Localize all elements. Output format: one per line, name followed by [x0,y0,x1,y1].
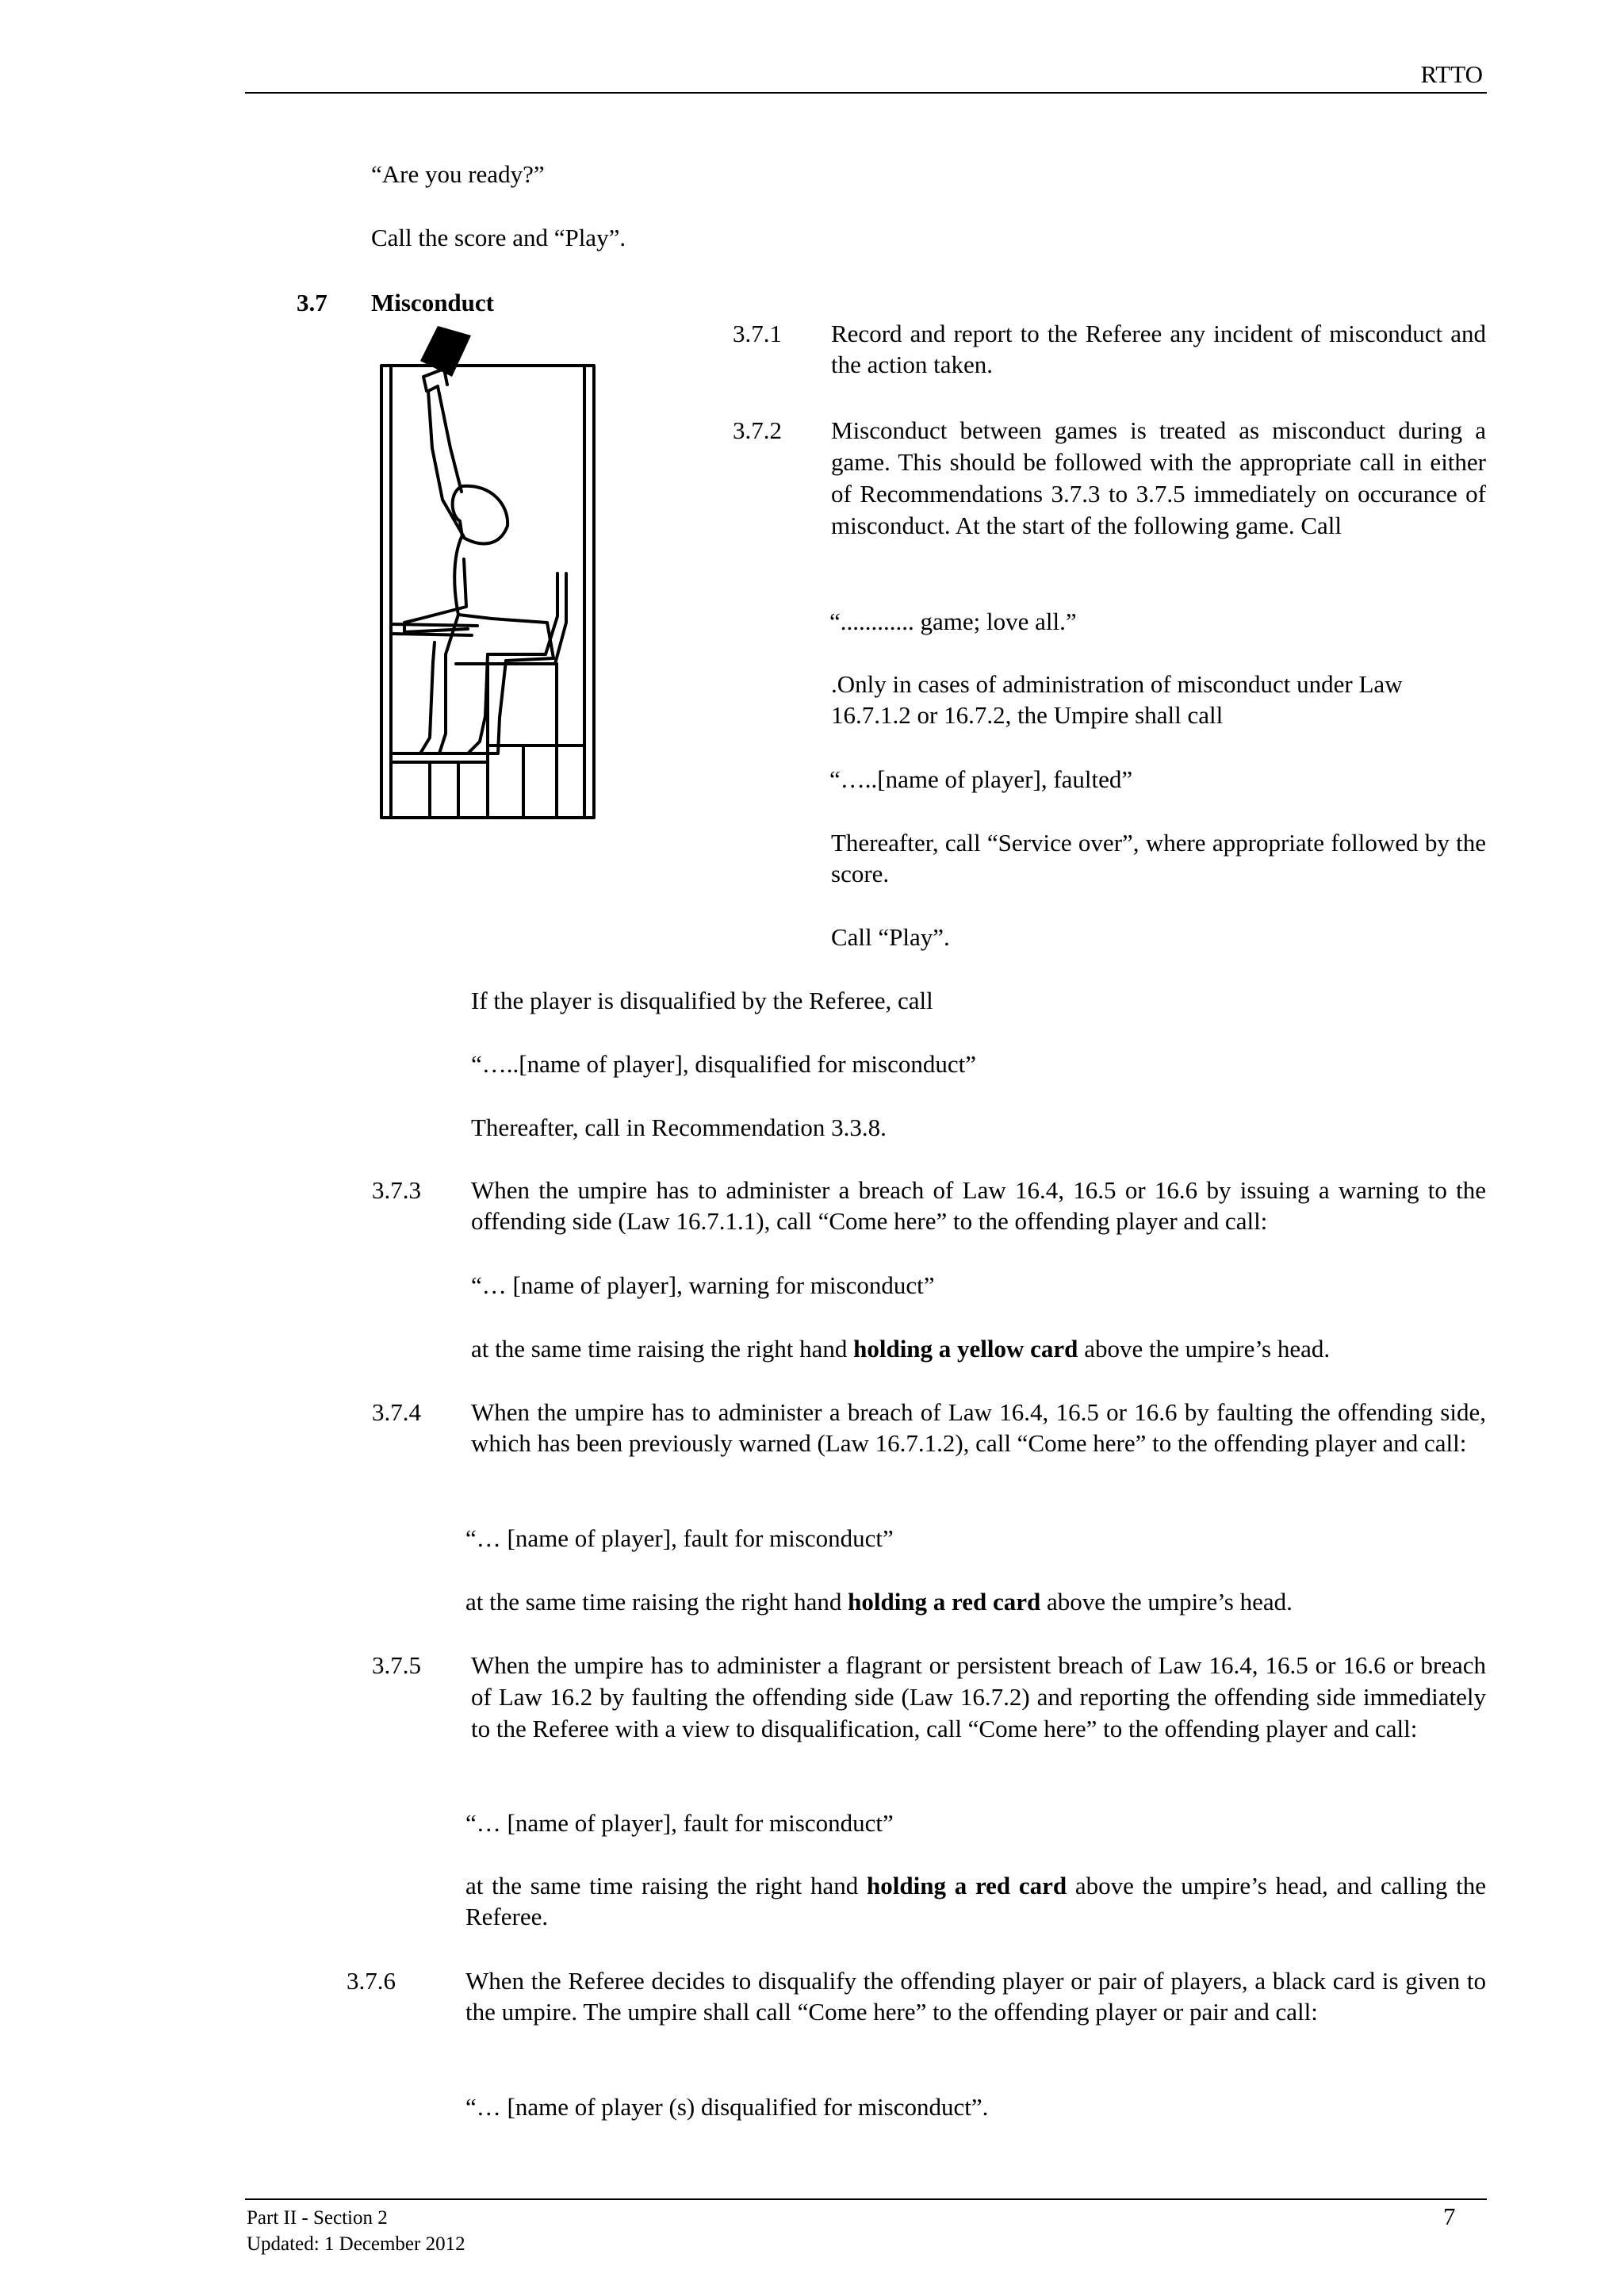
red-card-text-3-7-5 [465,1870,1486,1932]
rec-3-7-4-number: 3.7.4 [372,1398,421,1426]
disqualified-call: “…..[name of player], disqualified for misconduct” [471,1050,976,1078]
service-over-text: Thereafter, call “Service over”, where appropriate followed by the score. [831,829,1486,887]
red-card-pre-3-7-4: at the same time raising the right hand [465,1588,848,1616]
are-you-ready-call: “Are you ready?” [371,160,545,188]
red-card-bold-3-7-4: holding a red card [848,1588,1041,1616]
rec-3-7-5-text: When the umpire has to administer a flagrant or persistent breach of Law 16.4, 16.5 or 16.6 or breach of Law 16.2 by faulting the offending side (Law 16.7.2) and reporting the offending side immediately to the Referee with a view to disqualification, call “Come here” to the offending player and call: [471,1651,1486,1742]
section-title-text: Misconduct [371,289,494,316]
raised-arm [428,386,464,537]
section-number [297,287,327,318]
rec-3-7-1-text: Record and report to the Referee any incident of misconduct and the action taken. [831,320,1486,378]
only-in-cases-text: .Only in cases of administration of misconduct under Law 16.7.1.2 or 16.7.2, the Umpire shall call [831,670,1403,729]
warning-call: “… [name of player], warning for misconduct” [471,1271,935,1299]
rec-3-7-2-text: Misconduct between games is treated as misconduct during a game. This should be followed with the appropriate call in either of Recommendations 3.7.3 to 3.7.5 immediately on occurance of misconduct. At the start of the following game. Call [831,416,1486,539]
rec-3-7-3-text: When the umpire has to administer a breach of Law 16.4, 16.5 or 16.6 by issuing a warning to the offending side (Law 16.7.1.1), call “Come here” to the offending player and call: [471,1176,1486,1235]
yellow-card-post: above the umpire’s head. [1078,1335,1331,1363]
if-disqualified-text: If the player is disqualified by the Referee, call [471,987,933,1014]
black-card-call: “… [name of player (s) disqualified for misconduct”. [465,2093,989,2121]
yellow-card-pre: at the same time raising the right hand [471,1335,854,1363]
red-card-post-3-7-5: above the umpire’s head, and calling the Referee. [465,1872,1486,1930]
faulted-call: “…..[name of player], faulted” [829,765,1133,793]
footer-updated: Updated: 1 December 2012 [247,2233,465,2255]
yellow-card-text [471,1333,1330,1364]
rec-3-7-1-number: 3.7.1 [733,320,782,347]
red-card-post-3-7-4: above the umpire’s head. [1040,1588,1293,1616]
game-love-all-call: “............ game; love all.” [829,608,1077,635]
footer-part: Part II - Section 2 [247,2207,388,2229]
page-number: 7 [1443,2202,1456,2230]
section-title [371,287,494,318]
fault-call-3-7-5: “… [name of player], fault for misconduct” [465,1809,894,1837]
rec-3-7-5-number: 3.7.5 [372,1651,421,1679]
rec-3-7-6-number: 3.7.6 [347,1967,396,1995]
yellow-card-bold: holding a yellow card [853,1335,1078,1363]
rec-3-7-3-number: 3.7.3 [372,1176,421,1204]
red-card-pre-3-7-5: at the same time raising the right hand [465,1872,868,1899]
section-number-text: 3.7 [297,289,327,316]
red-card-text-3-7-4 [465,1586,1293,1617]
red-card-bold-3-7-5: holding a red card [867,1872,1067,1899]
card-in-hand [420,326,471,377]
footer-rule [245,2198,1487,2200]
fault-call-3-7-4: “… [name of player], fault for misconduct” [465,1524,894,1552]
rec-3-7-2-number: 3.7.2 [733,416,782,444]
call-score-play: Call the score and “Play”. [371,224,626,251]
call-play-text: Call “Play”. [831,923,950,951]
umpire-raising-card-illustration [373,321,603,822]
rec-3-7-6-text: When the Referee decides to disqualify the offending player or pair of players, a black card is given to the umpire. The umpire shall call “Come here” to the offending player or pair and call: [465,1967,1486,2026]
header-rule [245,92,1487,94]
header-title: RTTO [1420,60,1483,88]
chair-back [488,573,557,654]
umpire-figure [453,486,508,544]
recommendation-3-3-8-text: Thereafter, call in Recommendation 3.3.8. [471,1114,887,1141]
rec-3-7-4-text: When the umpire has to administer a breach of Law 16.4, 16.5 or 16.6 by faulting the offending side, which has been previously warned (Law 16.7.1.2), call “Come here” to the offending player and call: [471,1398,1486,1457]
